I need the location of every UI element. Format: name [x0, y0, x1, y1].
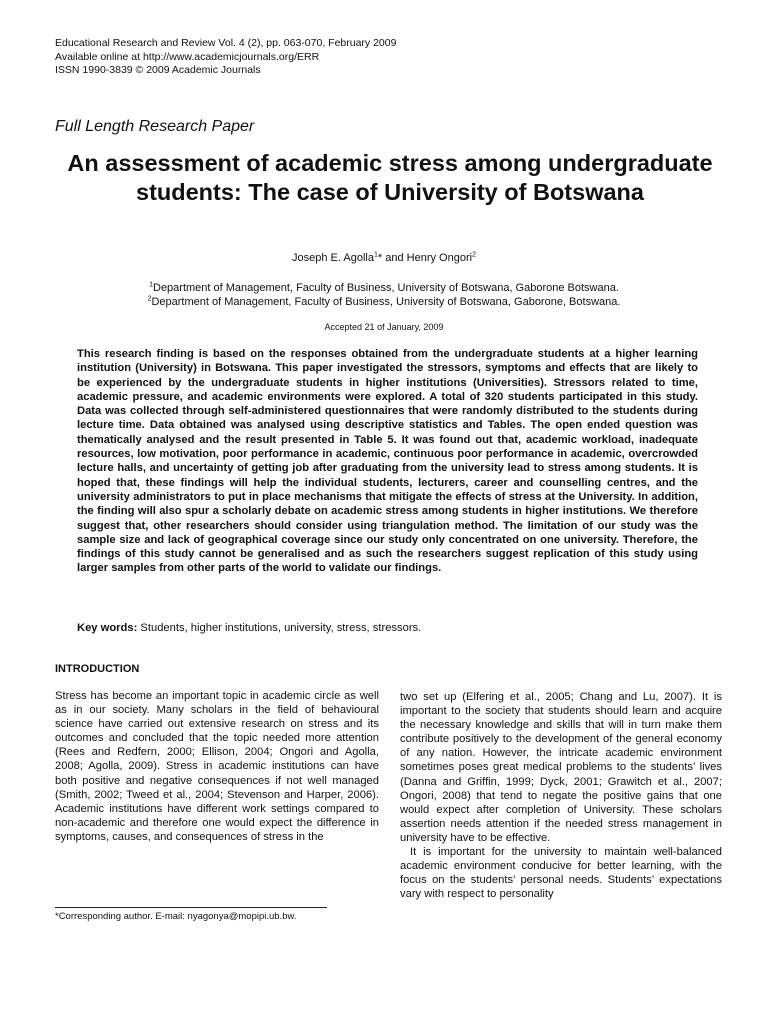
- body-column-right: [400, 690, 722, 901]
- journal-citation: Educational Research and Review Vol. 4 (2), pp. 063-070, February 2009: [55, 37, 397, 49]
- corresponding-mark: *: [377, 252, 383, 264]
- paper-type: Full Length Research Paper: [55, 118, 255, 135]
- keywords-label: Key words:: [77, 622, 138, 634]
- affiliation-line: [0, 281, 768, 295]
- author-affiliation-mark: 1: [373, 251, 378, 259]
- affiliation-text: Department of Management, Faculty of Business, University of Botswana, Gaborone Botswana.: [153, 282, 619, 294]
- paragraph: It is important for the university to maintain well-balanced academic environment conducive for better learning, with the focus on the students’ personal needs. Students’ expectations vary with respect to personality: [400, 846, 722, 901]
- body-column-left: [55, 689, 379, 844]
- affiliation-line: [0, 295, 768, 309]
- journal-issn: ISSN 1990-3839 © 2009 Academic Journals: [55, 64, 261, 76]
- affiliations: [0, 281, 768, 309]
- corresponding-author-footnote: *Corresponding author. E-mail: nyagonya@mopipi.ub.bw.: [55, 911, 297, 922]
- paragraph: Stress has become an important topic in academic circle as well as in our society. Many scholars in the field of behavioural science have carried out extensive research on stress and its outcomes and concluded that the topic needed more attention (Rees and Redfern, 2000; Ellison, 2004; Ongori and Agolla, 2008; Agolla, 2009). Stress in academic institutions can have both positive and negative consequences if not well managed (Smith, 2002; Tweed et al., 2004; Stevenson and Harper, 2006). Academic institutions have different work settings compared to non-academic and therefore one would expect the difference in symptoms, causes, and consequences of stress in the: [55, 690, 379, 843]
- keywords: [77, 622, 698, 634]
- accepted-date: Accepted 21 of January, 2009: [324, 322, 444, 332]
- affiliation-mark: 1: [149, 281, 153, 289]
- author-connector: and: [382, 252, 407, 264]
- journal-header: [55, 37, 396, 78]
- keywords-text: Students, higher institutions, university, stress, stressors.: [137, 622, 422, 634]
- author-affiliation-mark: 2: [472, 251, 476, 259]
- paragraph: two set up (Elfering et al., 2005; Chang and Lu, 2007). It is important to the society that students should learn and acquire the necessary knowledge and skills that will in turn make them contribute positively to the development of the general economy of any nation. However, the intricate academic environment sometimes poses great medical problems to the students’ lives (Danna and Griffin, 1999; Dyck, 2001; Grawitch et al., 2007; Ongori, 2008) that tend to negate the positive gains that one would expect after completion of University. These scholars assertion needs attention if the needed stress management in university have to be effective.: [400, 691, 722, 844]
- section-heading-introduction: INTRODUCTION: [55, 663, 140, 675]
- journal-url: Available online at http://www.academicjournals.org/ERR: [55, 50, 320, 63]
- paper-title: An assessment of academic stress among undergraduate students: The case of University of Botswana: [67, 150, 713, 205]
- author-name: Henry Ongori: [406, 252, 473, 264]
- author-line: [0, 252, 768, 264]
- author-name: Joseph E. Agolla: [292, 252, 374, 264]
- affiliation-mark: 2: [147, 295, 152, 303]
- abstract: This research finding is based on the responses obtained from the undergraduate students at a higher learning institution (University) in Botswana. This paper investigated the stressors, symptoms and effects that are likely to be experienced by the undergraduate students in higher institutions (Universities). Stressors related to time, academic pressure, and academic environments were explored. A total of 320 students participated in this study. Data was collected through self-administered questionnaires that were randomly distributed to the students during lecture time. Data obtained was analysed using descriptive statistics and Tables. The open ended question was thematically analysed and the result presented in Table 5. It was found out that, academic workload, inadequate resources, low motivation, poor performance in academic, continuous poor performance in academic, overcrowded lecture halls, and uncertainty of getting job after graduating from the university lead to stress among students. It is hoped that, these findings will help the individual students, lecturers, career and counselling centres, and the university administrators to put in place mechanisms that mitigate the effects of stress at the University. In addition, the finding will also spur a scholarly debate on academic stress among students in higher institutions. We therefore suggest that, other researchers should consider using triangulation method. The limitation of our study was the sample size and lack of geographical coverage since our study only concentrated on one university. Therefore, the findings of this study cannot be generalised and as such the researchers suggest replication of this study using larger samples from other parts of the world to validate our findings.: [77, 348, 698, 575]
- affiliation-text: Department of Management, Faculty of Business, University of Botswana, Gaborone, Botswana.: [151, 296, 621, 308]
- footnote-divider: [55, 907, 327, 908]
